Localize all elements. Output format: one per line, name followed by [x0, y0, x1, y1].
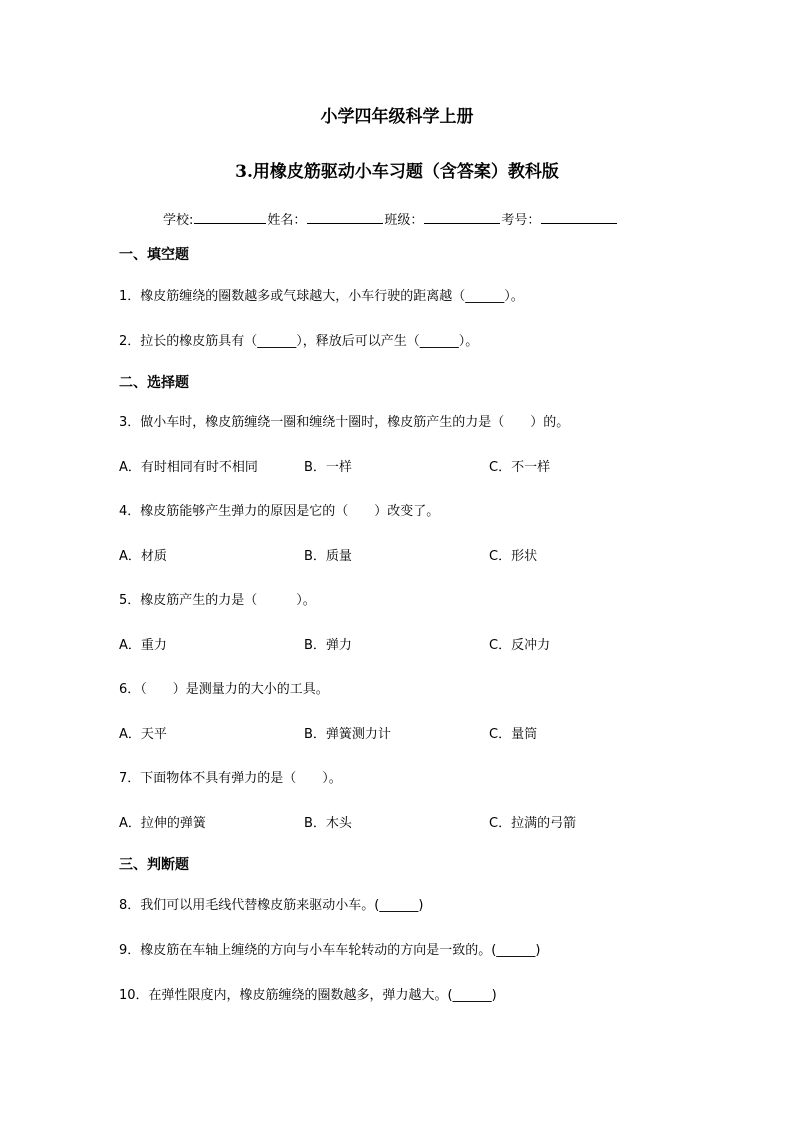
page-subtitle: 3.用橡皮筋驱动小车习题（含答案）教科版 — [235, 162, 559, 182]
question-8: 8．我们可以用毛线代替橡皮筋来驱动小车。(______) — [119, 898, 424, 913]
question-6: 6．（ ）是测量力的大小的工具。 — [119, 682, 329, 697]
question-9: 9．橡皮筋在车轴上缠绕的方向与小车车轮转动的方向是一致的。(______) — [119, 943, 541, 958]
name-blank[interactable] — [307, 210, 383, 224]
question-7-option-b[interactable]: B．木头 — [304, 816, 352, 831]
question-4-option-c[interactable]: C．形状 — [489, 549, 538, 564]
question-7: 7．下面物体不具有弹力的是（ ）。 — [119, 771, 342, 786]
student-info-line — [163, 210, 618, 229]
question-4-option-a[interactable]: A．材质 — [119, 549, 167, 564]
question-1: 1．橡皮筋缠绕的圈数越多或气球越大，小车行驶的距离越（______）。 — [119, 289, 524, 304]
question-7-option-a[interactable]: A．拉伸的弹簧 — [119, 816, 206, 831]
school-blank[interactable] — [194, 210, 266, 224]
question-5: 5．橡皮筋产生的力是（ ）。 — [119, 593, 316, 608]
name-label: 姓名： — [267, 213, 307, 228]
school-label: 学校: — [163, 213, 194, 228]
exam-no-blank[interactable] — [541, 210, 617, 224]
class-blank[interactable] — [424, 210, 500, 224]
section-heading-fill-blank: 一、填空题 — [119, 247, 189, 263]
question-6-option-c[interactable]: C．量筒 — [489, 727, 538, 742]
question-6-option-b[interactable]: B．弹簧测力计 — [304, 727, 391, 742]
question-6-option-a[interactable]: A．天平 — [119, 727, 167, 742]
question-10: 10．在弹性限度内，橡皮筋缠绕的圈数越多，弹力越大。(______) — [119, 988, 497, 1003]
question-3-option-b[interactable]: B．一样 — [304, 460, 352, 475]
question-3: 3．做小车时，橡皮筋缠绕一圈和缠绕十圈时，橡皮筋产生的力是（ ）的。 — [119, 415, 570, 430]
question-4-option-b[interactable]: B．质量 — [304, 549, 352, 564]
question-5-option-b[interactable]: B．弹力 — [304, 638, 352, 653]
question-3-option-c[interactable]: C．不一样 — [489, 460, 551, 475]
question-5-option-a[interactable]: A．重力 — [119, 638, 167, 653]
question-3-option-a[interactable]: A．有时相同有时不相同 — [119, 460, 258, 475]
section-heading-true-false: 三、判断题 — [119, 857, 189, 873]
exam-no-label: 考号： — [501, 213, 541, 228]
page-title: 小学四年级科学上册 — [320, 107, 474, 127]
question-7-option-c[interactable]: C．拉满的弓箭 — [489, 816, 577, 831]
question-4: 4．橡皮筋能够产生弹力的原因是它的（ ）改变了。 — [119, 504, 440, 519]
question-5-option-c[interactable]: C．反冲力 — [489, 638, 551, 653]
question-2: 2．拉长的橡皮筋具有（______），释放后可以产生（______）。 — [119, 334, 479, 349]
section-heading-choice: 二、选择题 — [119, 375, 189, 391]
class-label: 班级： — [384, 213, 424, 228]
